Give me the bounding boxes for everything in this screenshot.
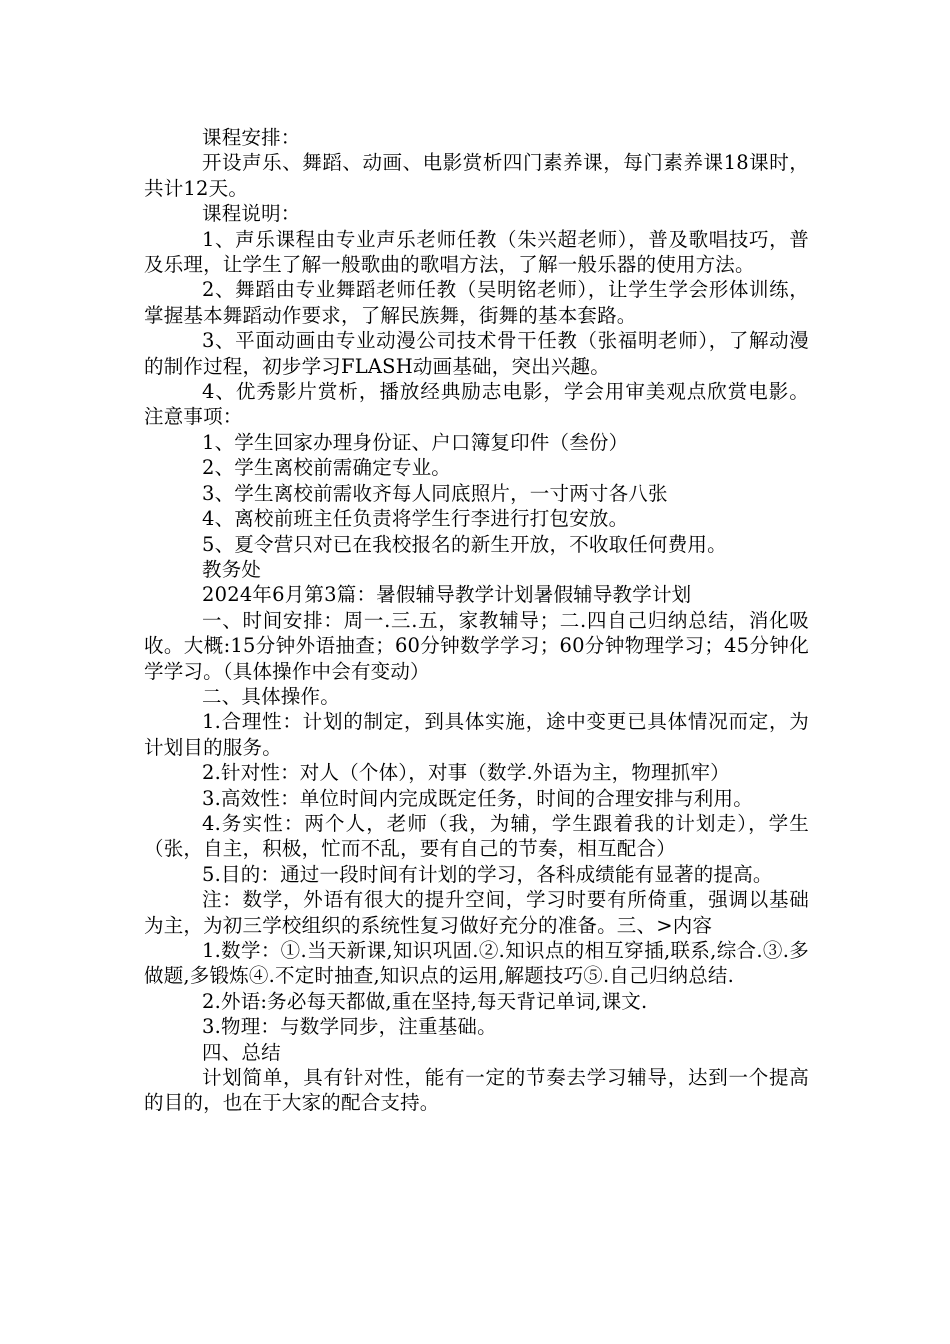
document-body (144, 125, 809, 1116)
paragraph: 2、舞蹈由专业舞蹈老师任教（吴明铭老师），让学生学会形体训练，掌握基本舞蹈动作要求，了解民族舞，街舞的基本套路。 (144, 278, 809, 327)
list-item: 4、离校前班主任负责将学生行李进行打包安放。 (202, 507, 629, 531)
heading-course-schedule: 课程安排： (202, 126, 301, 149)
list-item: 1.数学：①.当天新课,知识巩固.②.知识点的相互穿插,联系,综合.③.多做题,多锻炼④.不定时抽查,知识点的运用,解题技巧⑤.自己归纳总结. (144, 939, 809, 988)
list-item: 3、学生离校前需收齐每人同底照片，一寸两寸各八张 (202, 481, 668, 505)
list-item: 3.高效性：单位时间内完成既定任务，时间的合理安排与利用。 (202, 786, 753, 810)
paragraph: 计划简单，具有针对性，能有一定的节奏去学习辅导，达到一个提高的目的，也在于大家的配合支持。 (144, 1066, 809, 1115)
paragraph: 一、时间安排：周一.三.五，家教辅导；二.四自己归纳总结，消化吸收。大概:15分钟外语抽查；60分钟数学学习；60分钟物理学习；45分钟化学学习。（具体操作中会有变动） (144, 608, 809, 683)
list-item: 1、学生回家办理身份证、户口簿复印件（叁份） (202, 430, 629, 454)
paragraph: 开设声乐、舞蹈、动画、电影赏析四门素养课，每门素养课18课时，共计12天。 (144, 151, 809, 200)
list-item: 2、学生离校前需确定专业。 (202, 456, 452, 480)
list-item: 2.针对性：对人（个体），对事（数学.外语为主，物理抓牢） (202, 761, 730, 785)
list-item: 1.合理性：计划的制定，到具体实施，途中变更已具体情况而定，为计划目的服务。 (144, 710, 809, 759)
section-title: 2024年6月第3篇：暑假辅导教学计划暑假辅导教学计划 (202, 583, 692, 607)
signature-office: 教务处 (202, 557, 262, 581)
paragraph: 1、声乐课程由专业声乐老师任教（朱兴超老师），普及歌唱技巧，普及乐理，让学生了解一般歌曲的歌唱方法，了解一般乐器的使用方法。 (144, 227, 809, 277)
list-item: 4.务实性：两个人，老师（我，为辅，学生跟着我的计划走），学生（张，自主，积极，忙而不乱，要有自己的节奏，相互配合） (144, 811, 809, 861)
list-item: 3.物理：与数学同步，注重基础。 (202, 1015, 497, 1039)
section-heading: 二、具体操作。 (202, 684, 340, 708)
paragraph: 4、优秀影片赏析，播放经典励志电影，学会用审美观点欣赏电影。 注意事项： (144, 380, 809, 429)
list-item: 2.外语:务必每天都做,重在坚持,每天背记单词,课文. (202, 989, 648, 1013)
heading-course-description: 课程说明： (202, 202, 301, 226)
list-item: 5.目的：通过一段时间有计划的学习，各科成绩能有显著的提高。 (202, 862, 773, 886)
list-item: 5、夏令营只对已在我校报名的新生开放，不收取任何费用。 (202, 532, 727, 556)
paragraph: 3、平面动画由专业动漫公司技术骨干任教（张福明老师），了解动漫的制作过程，初步学习FLASH动画基础，突出兴趣。 (144, 329, 809, 378)
section-heading: 四、总结 (202, 1040, 281, 1064)
note-paragraph: 注：数学，外语有很大的提升空间，学习时要有所倚重，强调以基础为主，为初三学校组织的系统性复习做好充分的准备。三、>内容 (144, 888, 809, 937)
